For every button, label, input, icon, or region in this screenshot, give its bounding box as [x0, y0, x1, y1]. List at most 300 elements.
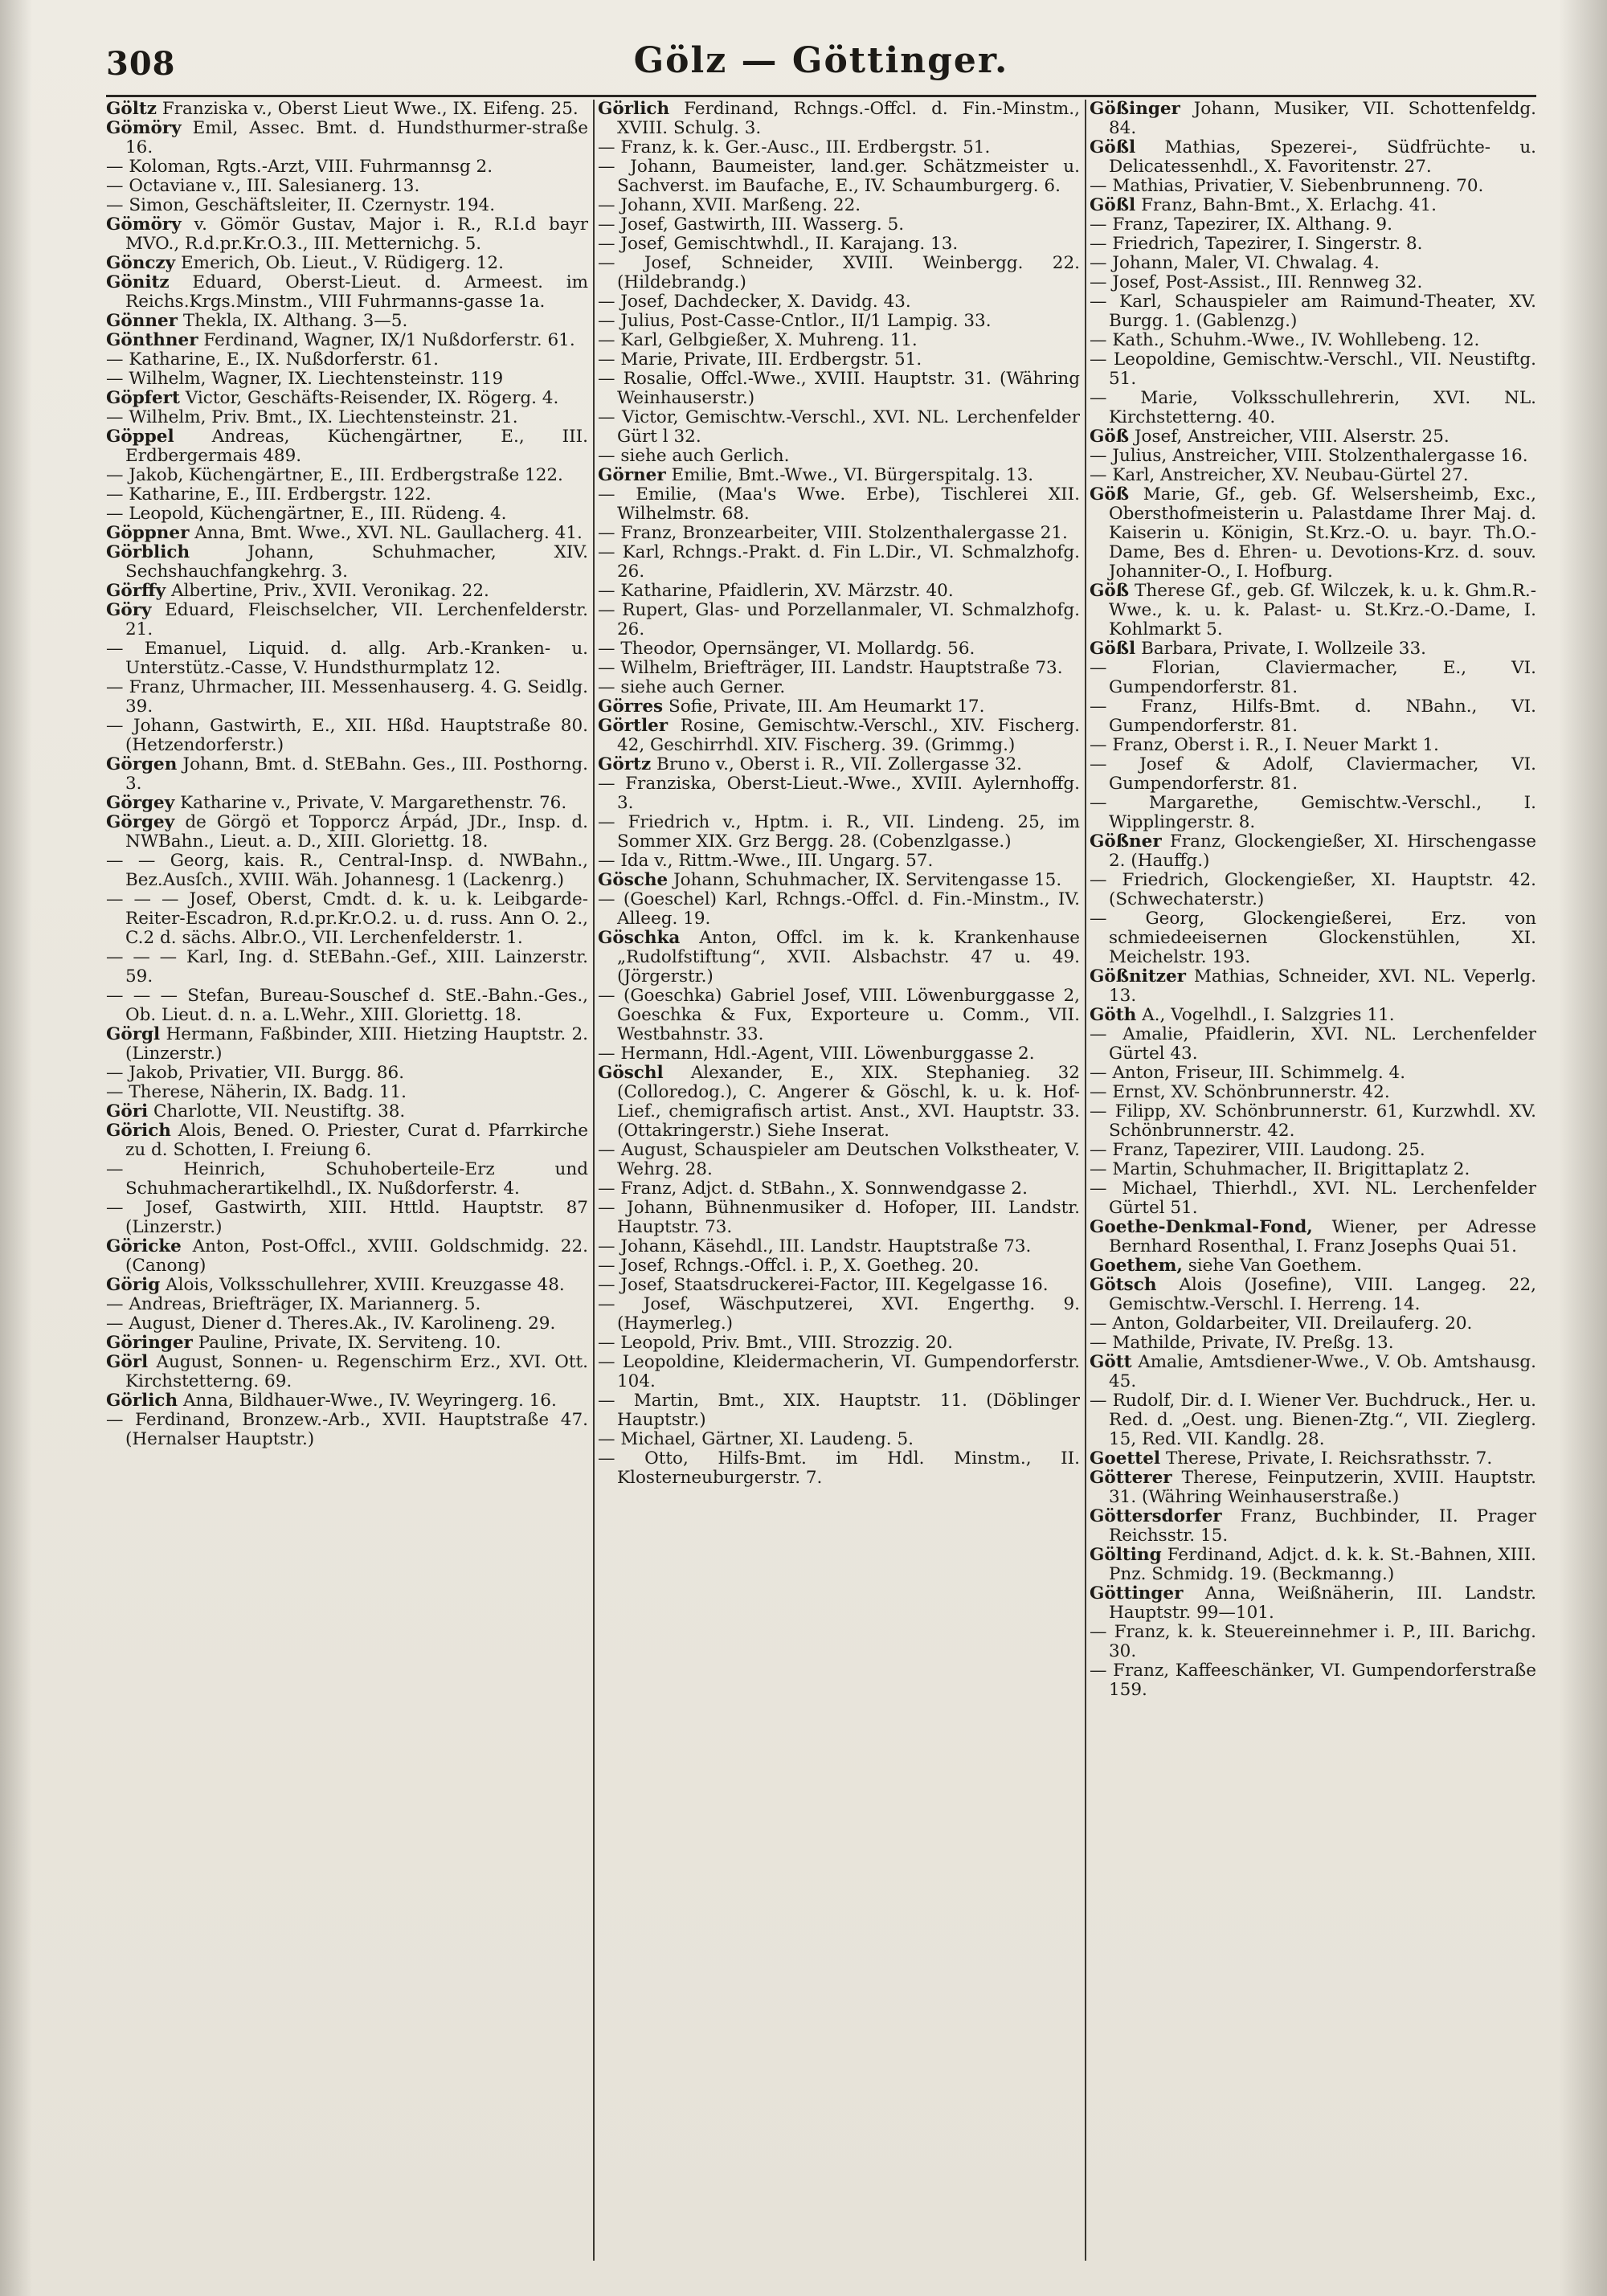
directory-entry — [598, 1430, 1080, 1449]
directory-entry — [106, 678, 588, 717]
directory-entry — [106, 852, 588, 890]
directory-entry — [1090, 1469, 1536, 1507]
directory-entry — [598, 659, 1080, 678]
entry-details: — Marie, Volksschullehrerin, XVI. NL. Kirchstetterng. 40. — [1090, 388, 1536, 427]
entry-details: Pauline, Private, IX. Servitenɡ. 10. — [198, 1333, 501, 1353]
directory-entry — [1090, 1584, 1536, 1623]
entry-details: Ferdinand, Wagner, IX/1 Nußdorferstr. 61. — [203, 330, 575, 350]
entry-details: — Mathias, Privatier, V. Siebenbrunneng. 70. — [1090, 176, 1484, 196]
directory-entry — [1090, 1102, 1536, 1141]
directory-entry — [106, 1314, 588, 1334]
directory-entry — [598, 466, 1080, 485]
directory-entry — [106, 524, 588, 543]
entry-details: Ferdinand, Rchngs.-Offcl. d. Fin.-Minstm., XVIII. Schulg. 3. — [617, 100, 1080, 138]
entry-details: — Katharine, E., IX. Nußdorferstr. 61. — [106, 349, 439, 370]
directory-entry — [598, 370, 1080, 408]
directory-entry — [106, 177, 588, 196]
directory-entry — [1090, 659, 1536, 697]
entry-details: Franz, Bahn-Bmt., X. Erlachg. 41. — [1141, 195, 1437, 215]
directory-entry — [598, 331, 1080, 350]
entry-details: — Karl, Rchngs.-Prakt. d. Fin L.Dir., VI. Schmalzhofg. 26. — [598, 542, 1080, 582]
entry-details: — Friedrich, Tapezirer, I. Singerstr. 8. — [1090, 234, 1423, 254]
directory-entry — [598, 543, 1080, 582]
directory-entry — [106, 1391, 588, 1411]
column-2 — [598, 100, 1080, 2269]
column-1 — [106, 100, 588, 2269]
entry-surname: Görblich — [106, 542, 190, 562]
entry-details: — Simon, Geschäftsleiter, II. Czernystr. 194. — [106, 195, 496, 215]
entry-surname: Göricke — [106, 1236, 182, 1256]
directory-entry — [598, 678, 1080, 697]
directory-entry — [1090, 1314, 1536, 1334]
entry-details: Franz, Glockengießer, XI. Hirschengasse 2. (Hauffg.) — [1109, 831, 1536, 871]
entry-details: — Josef & Adolf, Claviermacher, VI. Gumpendorferstr. 81. — [1090, 754, 1536, 794]
entry-surname: Göltz — [106, 100, 157, 119]
directory-entry — [1090, 1064, 1536, 1083]
entry-surname: Goethe-Denkmal-Fond, — [1090, 1217, 1313, 1237]
entry-surname: Gößl — [1090, 137, 1136, 157]
entry-details: — siehe auch Gerlich. — [598, 446, 790, 466]
directory-entry — [106, 987, 588, 1025]
directory-entry — [598, 1179, 1080, 1199]
directory-entry — [1090, 138, 1536, 177]
entry-details: — Julius, Post-Casse-Cntlor., II/1 Lampig. 33. — [598, 311, 992, 331]
directory-entry — [106, 215, 588, 254]
entry-surname: Göri — [106, 1101, 149, 1121]
entry-details: — — — Stefan, Bureau-Souschef d. StE.-Bahn.-Ges., Ob. Lieut. d. n. a. L.Wehr., XIII. Gloriettg. 18. — [106, 986, 588, 1025]
entry-details: — Franz, Kaffeeschänker, VI. Gumpendorferstraße 159. — [1090, 1661, 1536, 1700]
directory-entry — [598, 774, 1080, 813]
directory-entry — [106, 543, 588, 582]
entry-details: — Margarethe, Gemischtw.-Verschl., I. Wipplingerstr. 8. — [1090, 793, 1536, 832]
directory-entry — [1090, 1160, 1536, 1179]
directory-entry — [598, 235, 1080, 254]
directory-entry — [1090, 871, 1536, 909]
entry-details: — Therese, Näherin, IX. Badg. 11. — [106, 1082, 407, 1102]
entry-surname: Göttersdorfer — [1090, 1506, 1222, 1526]
entry-details: Therese Gf., geb. Gf. Wilczek, k. u. k. Ghm.R.-Wwe., k. u. k. Palast- u. St.Krz.-O.-Dame, I. Kohlmarkt 5. — [1109, 581, 1536, 639]
directory-entry — [598, 717, 1080, 755]
directory-entry — [1090, 697, 1536, 736]
entry-details: — Martin, Bmt., XIX. Hauptstr. 11. (Döblinger Hauptstr.) — [598, 1391, 1080, 1430]
entry-surname: Gößnitzer — [1090, 966, 1186, 987]
entry-details: — Jakob, Küchengärtner, E., III. Erdbergstraße 122. — [106, 465, 563, 485]
directory-entry — [1090, 447, 1536, 466]
directory-entry — [1090, 1623, 1536, 1661]
entry-details: — Theodor, Opernsänger, VI. Mollardg. 56. — [598, 639, 975, 659]
directory-entry — [598, 1064, 1080, 1141]
page-header — [106, 40, 1536, 96]
entry-details: Emil, Assec. Bmt. d. Hundsthurmer-straße 16. — [125, 118, 588, 157]
entry-details: — Katharine, Pfaidlerin, XV. Märzstr. 40. — [598, 581, 954, 601]
entry-details: — siehe auch Gerner. — [598, 677, 786, 697]
entry-details: — Leopold, Priv. Bmt., VIII. Strozzig. 20. — [598, 1333, 953, 1353]
directory-entry — [1090, 736, 1536, 755]
directory-entry — [598, 1276, 1080, 1295]
entry-details: — Josef, Schneider, XVIII. Weinbergg. 22. (Hildebrandg.) — [598, 253, 1080, 292]
entry-details: — Franz, k. k. Ger.-Ausc., III. Erdbergstr. 51. — [598, 137, 991, 157]
entry-details: — Octaviane v., III. Salesianerg. 13. — [106, 176, 420, 196]
entry-details: — Franz, Oberst i. R., I. Neuer Markt 1. — [1090, 735, 1439, 755]
entry-details: de Görgö et Topporcz Árpád, JDr., Insp. d. NWBahn., Lieut. a. D., XIII. Gloriettg. 18. — [125, 812, 588, 852]
entry-details: Amalie, Amtsdiener-Wwe., V. Ob. Amtshausg. 45. — [1109, 1352, 1536, 1391]
directory-entry — [106, 1025, 588, 1064]
directory-entry — [598, 312, 1080, 331]
entry-details: Johann, Schuhmacher, IX. Servitengasse 15. — [673, 870, 1062, 890]
entry-details: A., Vogelhdl., I. Salzgries 11. — [1142, 1005, 1395, 1025]
entry-surname: Gößinger — [1090, 100, 1180, 119]
directory-entry — [106, 717, 588, 755]
header-rule — [106, 95, 1536, 97]
entry-surname: Gölting — [1090, 1545, 1162, 1565]
directory-entry — [598, 582, 1080, 601]
entry-surname: Göß — [1090, 581, 1130, 601]
entry-details: — Kath., Schuhm.-Wwe., IV. Wohllebeng. 12. — [1090, 330, 1480, 350]
entry-details: — Johann, Gastwirth, E., XII. Hßd. Hauptstraße 80. (Hetzendorferstr.) — [106, 716, 588, 755]
entry-details: — Franz, Adjct. d. StBahn., X. Sonnwendgasse 2. — [598, 1179, 1028, 1199]
entry-details: Victor, Geschäfts-Reisender, IX. Rögerg. 4. — [185, 388, 559, 408]
directory-entry — [598, 1141, 1080, 1179]
entry-details: Thekla, IX. Althang. 3—5. — [182, 311, 408, 331]
entry-surname: Göry — [106, 600, 152, 620]
directory-entry — [1090, 639, 1536, 659]
entry-surname: Görffy — [106, 581, 166, 601]
entry-details: — Rudolf, Dir. d. I. Wiener Ver. Buchdruck., Her. u. Red. d. „Oest. ung. Bienen-Ztg.“, VII. Zieglerg. 15, Red. VII. Kandlg. 28. — [1090, 1391, 1536, 1449]
entry-surname: Gönitz — [106, 272, 170, 292]
entry-details: Wiener, per Adresse Bernhard Rosenthal, I. Franz Josephs Quai 51. — [1109, 1217, 1536, 1256]
entry-details: — Wilhelm, Wagner, IX. Liechtensteinstr. 119 — [106, 369, 504, 389]
directory-entry — [106, 350, 588, 370]
entry-surname: Gößl — [1090, 195, 1136, 215]
entry-details: Franziska v., Oberst Lieut Wwe., IX. Eifeng. 25. — [162, 100, 579, 119]
entry-details: — Filipp, XV. Schönbrunnerstr. 61, Kurzwhdl. XV. Schönbrunnerstr. 42. — [1090, 1101, 1536, 1141]
entry-details: — Josef, Gastwirth, III. Wasserg. 5. — [598, 214, 905, 235]
directory-entry — [106, 119, 588, 157]
directory-entry — [106, 1121, 588, 1160]
entry-surname: Göschl — [598, 1063, 664, 1083]
directory-entry — [1090, 466, 1536, 485]
entry-details: Franz, Buchbinder, II. Prager Reichsstr. 15. — [1109, 1506, 1536, 1546]
entry-details: siehe Van Goethem. — [1188, 1256, 1363, 1276]
entry-details: Johann, Musiker, VII. Schottenfeldg. 84. — [1109, 100, 1536, 138]
entry-details: — Emanuel, Liquid. d. allg. Arb.-Kranken- u. Unterstütz.-Casse, V. Hundsthurmplatz 12. — [106, 639, 588, 678]
entry-details: Anton, Post-Offcl., XVIII. Goldschmidg. 22. (Canong) — [125, 1236, 588, 1276]
directory-entry — [1090, 389, 1536, 427]
directory-entry — [598, 1237, 1080, 1256]
directory-entry — [598, 987, 1080, 1044]
directory-entry — [598, 138, 1080, 157]
directory-entry — [598, 1353, 1080, 1391]
page-edge-shadow — [1559, 0, 1607, 2296]
entry-surname: Görgl — [106, 1024, 161, 1044]
entry-details: — Josef, Dachdecker, X. Davidg. 43. — [598, 292, 911, 312]
directory-entry — [1090, 235, 1536, 254]
entry-details: — Marie, Private, III. Erdbergstr. 51. — [598, 349, 922, 370]
directory-entry — [106, 389, 588, 408]
entry-surname: Göringer — [106, 1333, 193, 1353]
entry-surname: Göttinger — [1090, 1583, 1184, 1604]
directory-entry — [106, 1237, 588, 1276]
entry-surname: Goethem, — [1090, 1256, 1183, 1276]
directory-entry — [598, 254, 1080, 292]
page-gutter-shadow — [0, 0, 32, 2296]
entry-details: — Wilhelm, Briefträger, III. Landstr. Hauptstraße 73. — [598, 658, 1063, 678]
entry-details: Johann, Schuhmacher, XIV. Sechshauchfangkehrg. 3. — [125, 542, 588, 582]
directory-entry — [106, 1411, 588, 1449]
directory-entry — [106, 813, 588, 852]
directory-entry — [598, 1295, 1080, 1334]
entry-surname: Görig — [106, 1275, 161, 1295]
entry-details: Anna, Weißnäherin, III. Landstr. Hauptstr. 99—101. — [1109, 1583, 1536, 1623]
entry-details: — Josef, Wäschputzerei, XVI. Engerthg. 9. (Haymerleg.) — [598, 1294, 1080, 1334]
entry-surname: Görgen — [106, 754, 178, 774]
entry-details: — Georg, Glockengießerei, Erz. von schmiedeeisernen Glockenstühlen, XI. Meichelstr. 193. — [1090, 909, 1536, 967]
entry-details: — Ernst, XV. Schönbrunnerstr. 42. — [1090, 1082, 1390, 1102]
directory-entry — [598, 1199, 1080, 1237]
directory-entry — [598, 755, 1080, 774]
directory-entry — [1090, 1179, 1536, 1218]
entry-details: Emilie, Bmt.-Wwe., VI. Bürgerspitalg. 13. — [671, 465, 1034, 485]
entry-details: — — Georg, kais. R., Central-Insp. d. NWBahn., Bez.Ausſch., XVIII. Wäh. Johannesg. 1 (Lackenrg.) — [106, 851, 588, 890]
entry-surname: Görres — [598, 697, 664, 717]
directory-entry — [106, 408, 588, 427]
entry-details: — Heinrich, Schuhoberteile-Erz und Schuhmacherartikelhdl., IX. Nußdorferstr. 4. — [106, 1159, 588, 1199]
entry-surname: Göth — [1090, 1005, 1137, 1025]
directory-entry — [1090, 1546, 1536, 1584]
entry-details: — Franz, Bronzearbeiter, VIII. Stolzenthalergasse 21. — [598, 523, 1068, 543]
entry-details: — Johann, Käsehdl., III. Landstr. Hauptstraße 73. — [598, 1236, 1032, 1256]
entry-details: August, Sonnen- u. Regenschirm Erz., XVI. Ott. Kirchstetterng. 69. — [125, 1352, 588, 1391]
directory-entry — [106, 948, 588, 987]
directory-entry — [106, 1295, 588, 1314]
entry-details: — Franz, Tapezirer, VIII. Laudong. 25. — [1090, 1140, 1425, 1160]
entry-surname: Gösche — [598, 870, 669, 890]
directory-entry — [106, 794, 588, 813]
directory-entry — [598, 601, 1080, 639]
entry-details: — Anton, Friseur, III. Schimmelg. 4. — [1090, 1063, 1406, 1083]
entry-details: Alois, Bened. O. Priester, Curat d. Pfarrkirche zu d. Schotten, I. Freiung 6. — [125, 1121, 588, 1160]
entry-surname: Göpfert — [106, 388, 180, 408]
directory-entry — [1090, 427, 1536, 447]
directory-entry — [106, 505, 588, 524]
entry-details: — Franz, Uhrmacher, III. Messenhauserg. 4. G. Seidlg. 39. — [106, 677, 588, 717]
directory-entry — [598, 1044, 1080, 1064]
entry-details: — Emilie, (Maa's Wwe. Erbe), Tischlerei XII. Wilhelmstr. 68. — [598, 484, 1080, 524]
directory-entry — [106, 312, 588, 331]
entry-details: Ferdinand, Adjct. d. k. k. St.-Bahnen, XIII. Pnz. Schmidg. 19. (Beckmanng.) — [1109, 1545, 1536, 1584]
directory-entry — [1090, 1276, 1536, 1314]
entry-details: Emerich, Ob. Lieut., V. Rüdigerg. 12. — [180, 253, 504, 273]
entry-details: Therese, Feinputzerin, XVIII. Hauptstr. 31. (Währing Weinhauserstraße.) — [1109, 1468, 1536, 1507]
entry-details: — Franz, Tapezirer, IX. Althang. 9. — [1090, 214, 1392, 235]
entry-details: — Josef, Post-Assist., III. Rennweg 32. — [1090, 272, 1423, 292]
entry-details: — Martin, Schuhmacher, II. Brigittaplatz 2. — [1090, 1159, 1470, 1179]
directory-entry — [1090, 177, 1536, 196]
entry-details: — (Goeschel) Karl, Rchngs.-Offcl. d. Fin.-Minstm., IV. Alleeg. 19. — [598, 889, 1080, 929]
entry-details: Andreas, Küchengärtner, E., III. Erdbergermais 489. — [125, 427, 588, 466]
directory-entry — [598, 929, 1080, 987]
entry-details: Albertine, Priv., XVII. Veronikag. 22. — [171, 581, 489, 601]
entry-details: — Leopold, Küchengärtner, E., III. Rüdeng. 4. — [106, 504, 507, 524]
directory-entry — [106, 601, 588, 639]
directory-entry — [1090, 1256, 1536, 1276]
directory-entry — [106, 427, 588, 466]
entry-details: — Florian, Claviermacher, E., VI. Gumpendorferstr. 81. — [1090, 658, 1536, 697]
directory-entry — [106, 485, 588, 505]
entry-details: — Victor, Gemischtw.-Verschl., XVI. NL. Lerchenfelder Gürt l 32. — [598, 407, 1080, 447]
entry-details: — Leopoldine, Kleidermacherin, VI. Gumpendorferstr. 104. — [598, 1352, 1080, 1391]
entry-details: Rosine, Gemischtw.-Verschl., XIV. Fischerg. 42, Geschirrhdl. XIV. Fischerg. 39. (Grimmg.) — [617, 716, 1080, 755]
entry-details: — Karl, Anstreicher, XV. Neubau-Gürtel 27. — [1090, 465, 1469, 485]
directory-entry — [598, 196, 1080, 215]
entry-details: Hermann, Faßbinder, XIII. Hietzing Hauptstr. 2. (Linzerstr.) — [125, 1024, 588, 1064]
directory-entry — [106, 331, 588, 350]
entry-details: Mathias, Spezerei-, Südfrüchte- u. Delicatessenhdl., X. Favoritenstr. 27. — [1109, 137, 1536, 177]
entry-details: — Johann, XVII. Marßeng. 22. — [598, 195, 861, 215]
directory-entry — [1090, 1141, 1536, 1160]
directory-entry — [106, 639, 588, 678]
directory-entry — [106, 100, 588, 119]
entry-surname: Göß — [1090, 484, 1130, 505]
directory-entry — [598, 524, 1080, 543]
entry-details: — Josef, Gemischtwhdl., II. Karajang. 13. — [598, 234, 959, 254]
directory-entry — [1090, 196, 1536, 215]
directory-entry — [598, 852, 1080, 871]
directory-entry — [106, 1083, 588, 1102]
entry-surname: Görgey — [106, 812, 175, 832]
entry-details: — Josef, Gastwirth, XIII. Httld. Hauptstr. 87 (Linzerstr.) — [106, 1198, 588, 1237]
entry-surname: Görl — [106, 1352, 149, 1372]
directory-entry — [1090, 1507, 1536, 1546]
directory-entry — [1090, 1353, 1536, 1391]
entry-surname: Göß — [1090, 427, 1130, 447]
directory-entry — [106, 1334, 588, 1353]
directory-entry — [106, 254, 588, 273]
entry-details: — Friedrich, Glockengießer, XI. Hauptstr. 42. (Schwechaterstr.) — [1090, 870, 1536, 909]
entry-details: — Franz, k. k. Steuereinnehmer i. P., III. Barichg. 30. — [1090, 1622, 1536, 1661]
entry-surname: Göppner — [106, 523, 190, 543]
entry-surname: Görlich — [598, 100, 670, 119]
entry-details: — Katharine, E., III. Erdbergstr. 122. — [106, 484, 431, 505]
entry-details: — Anton, Goldarbeiter, VII. Dreilauferg. 20. — [1090, 1313, 1473, 1334]
directory-entry — [1090, 582, 1536, 639]
column-divider — [1085, 100, 1086, 2261]
directory-entry — [598, 813, 1080, 852]
column-divider — [593, 100, 595, 2261]
entry-details: Charlotte, VII. Neustiftg. 38. — [153, 1101, 406, 1121]
entry-details: — Otto, Hilfs-Bmt. im Hdl. Minstm., II. Klosterneuburgerstr. 7. — [598, 1448, 1080, 1488]
directory-entry — [598, 292, 1080, 312]
entry-surname: Göschka — [598, 928, 681, 948]
directory-entry — [106, 1160, 588, 1199]
entry-details: — — — Karl, Ing. d. StEBahn.-Gef., XIII. Lainzerstr. 59. — [106, 947, 588, 987]
directory-entry — [598, 639, 1080, 659]
directory-entry — [1090, 331, 1536, 350]
entry-details: — Ida v., Rittm.-Wwe., III. Ungarg. 57. — [598, 851, 934, 871]
entry-details: — Karl, Gelbgießer, X. Muhreng. 11. — [598, 330, 918, 350]
entry-details: — Johann, Baumeister, land.ger. Schätzmeister u. Sachverst. im Baufache, E., IV. Schaumburgerg. 6. — [598, 157, 1080, 196]
directory-entry — [598, 1391, 1080, 1430]
column-3 — [1090, 100, 1536, 2269]
entry-surname: Gößner — [1090, 831, 1162, 852]
directory-entry — [1090, 350, 1536, 389]
entry-details: Therese, Private, I. Reichsrathsstr. 7. — [1165, 1448, 1493, 1469]
entry-surname: Götsch — [1090, 1275, 1157, 1295]
entry-details: — Michael, Gärtner, XI. Laudeng. 5. — [598, 1429, 914, 1449]
entry-details: — Rupert, Glas- und Porzellanmaler, VI. Schmalzhofg. 26. — [598, 600, 1080, 639]
directory-entry — [1090, 755, 1536, 794]
entry-details: — Michael, Thierhdl., XVI. NL. Lerchenfelder Gürtel 51. — [1090, 1179, 1536, 1218]
directory-entry — [598, 157, 1080, 196]
directory-entry — [1090, 1025, 1536, 1064]
entry-details: — Andreas, Briefträger, IX. Mariannerg. 5. — [106, 1294, 481, 1314]
entry-details: Katharine v., Private, V. Margarethenstr. 76. — [180, 793, 567, 813]
entry-details: Sofie, Private, III. Am Heumarkt 17. — [668, 697, 985, 717]
directory-entry — [598, 215, 1080, 235]
directory-entry — [106, 1199, 588, 1237]
directory-entry — [106, 1276, 588, 1295]
directory-entry — [1090, 1006, 1536, 1025]
entry-surname: Gött — [1090, 1352, 1132, 1372]
directory-entry — [106, 466, 588, 485]
entry-surname: Görgey — [106, 793, 175, 813]
directory-entry — [598, 871, 1080, 890]
entry-details: Josef, Anstreicher, VIII. Alserstr. 25. — [1134, 427, 1450, 447]
directory-entry — [106, 370, 588, 389]
directory-entry — [598, 890, 1080, 929]
entry-surname: Görner — [598, 465, 666, 485]
directory-entry — [1090, 1391, 1536, 1449]
entry-surname: Gößl — [1090, 639, 1136, 659]
entry-details: Eduard, Oberst-Lieut. d. Armeest. im Reichs.Krgs.Minstm., VIII Fuhrmanns-gasse 1a. — [125, 272, 588, 312]
entry-details: — Jakob, Privatier, VII. Burgg. 86. — [106, 1063, 405, 1083]
entry-details: Barbara, Private, I. Wollzeile 33. — [1141, 639, 1426, 659]
directory-entry — [1090, 1083, 1536, 1102]
directory-entry — [1090, 1661, 1536, 1700]
directory-entry — [106, 1353, 588, 1391]
directory-entry — [598, 485, 1080, 524]
entry-details: — Franz, Hilfs-Bmt. d. NBahn., VI. Gumpendorferstr. 81. — [1090, 697, 1536, 736]
directory-entry — [106, 157, 588, 177]
entry-surname: Görlich — [106, 1391, 178, 1411]
entry-details: — Hermann, Hdl.-Agent, VIII. Löwenburggasse 2. — [598, 1044, 1035, 1064]
entry-details: Eduard, Fleischselcher, VII. Lerchenfelderstr. 21. — [125, 600, 588, 639]
entry-surname: Gönczy — [106, 253, 176, 273]
entry-details: Mathias, Schneider, XVI. NL. Veperlg. 13. — [1109, 966, 1536, 1006]
entry-surname: Gömöry — [106, 214, 182, 235]
entry-details: Bruno v., Oberst i. R., VII. Zollergasse 32. — [656, 754, 1023, 774]
entry-details: Marie, Gf., geb. Gf. Welsersheimb, Exc., Obersthofmeisterin u. Palastdame Ihrer Maj. d. Kaiserin u. Königin, St.Krz.-O. u. bayr. Th.O.-Dame, Bes d. Ehren- u. Devotions-Krz. d. souv. Johanniter-O., I. Hofburg. — [1109, 484, 1536, 582]
directory-entry — [598, 697, 1080, 717]
entry-surname: Götterer — [1090, 1468, 1172, 1488]
entry-details: — Wilhelm, Priv. Bmt., IX. Liechtensteinstr. 21. — [106, 407, 518, 427]
entry-details: — August, Schauspieler am Deutschen Volkstheater, V. Wehrg. 28. — [598, 1140, 1080, 1179]
directory-entry — [1090, 909, 1536, 967]
directory-entry — [1090, 1218, 1536, 1256]
directory-entry — [1090, 254, 1536, 273]
entry-details: Anton, Offcl. im k. k. Krankenhause „Rudolfstiftung“, XVII. Alsbachstr. 47 u. 49. (Jörgerstr.) — [617, 928, 1080, 987]
entry-surname: Görtz — [598, 754, 652, 774]
entry-details: Alois (Josefine), VIII. Langeg. 22, Gemischtw.-Verschl. I. Herreng. 14. — [1109, 1275, 1536, 1314]
directory-entry — [1090, 967, 1536, 1006]
page-number: 308 — [106, 45, 176, 83]
directory-entry — [1090, 1449, 1536, 1469]
directory-entry — [1090, 273, 1536, 292]
entry-details: v. Gömör Gustav, Major i. R., R.I.d bayr MVO., R.d.pr.Kr.O.3., III. Metternichg. 5. — [125, 214, 588, 254]
entry-details: — (Goeschka) Gabriel Josef, VIII. Löwenburggasse 2, Goeschka & Fux, Exporteure u. Comm., VII. Westbahnstr. 33. — [598, 986, 1080, 1044]
entry-details: — Ferdinand, Bronzew.-Arb., XVII. Hauptstraße 47. (Hernalser Hauptstr.) — [106, 1410, 588, 1449]
entry-surname: Gönner — [106, 311, 178, 331]
